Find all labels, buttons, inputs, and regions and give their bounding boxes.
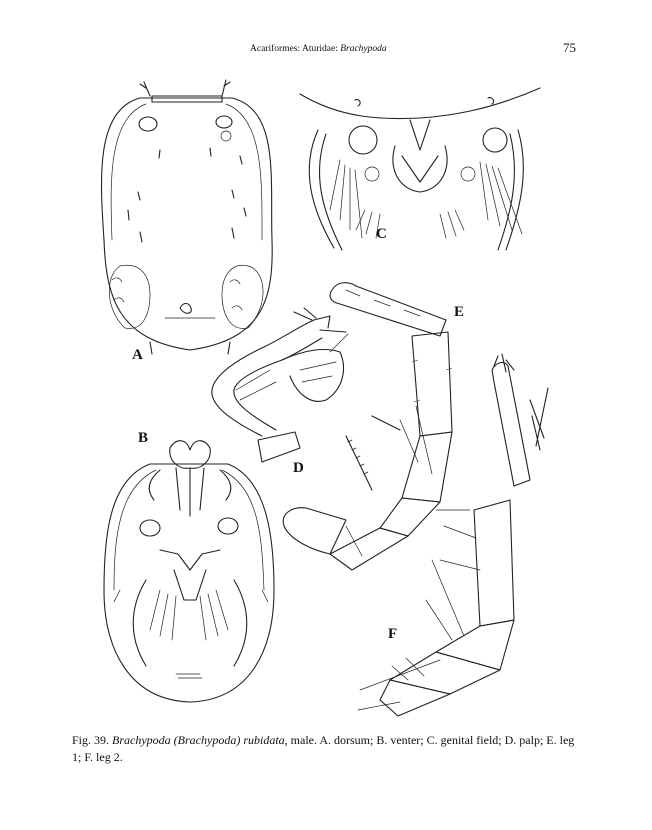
caption-fig-number: Fig. 39. xyxy=(72,733,110,747)
svg-text:B: B xyxy=(138,430,149,446)
svg-text:F: F xyxy=(388,626,398,642)
panel-b-venter-drawing xyxy=(104,430,274,702)
caption-species: Brachypoda (Brachypoda) rubidata xyxy=(112,733,285,747)
svg-text:E: E xyxy=(454,304,465,320)
illustration-svg xyxy=(0,70,652,720)
figure-caption xyxy=(72,732,582,766)
panel-d-palp-drawing xyxy=(212,308,348,476)
panel-f-leg2-drawing xyxy=(358,354,548,716)
page-number: 75 xyxy=(563,40,576,55)
running-head-genus: Brachypoda xyxy=(340,44,387,54)
panel-e-leg1-drawing xyxy=(283,283,464,570)
svg-text:A: A xyxy=(132,347,143,363)
figure-plate xyxy=(0,70,652,720)
running-head-prefix: Acariformes: Aturidae: xyxy=(250,44,341,54)
svg-text:C: C xyxy=(376,226,387,242)
panel-c-genital-field-drawing xyxy=(300,88,540,250)
running-head xyxy=(250,44,387,54)
panel-a-dorsum-drawing xyxy=(102,80,273,363)
svg-text:D: D xyxy=(293,460,304,476)
caption-description: , male. A. dorsum; B. venter; C. genital field; D. palp; E. leg 1; F. leg 2. xyxy=(72,733,575,764)
page-header xyxy=(0,40,652,60)
